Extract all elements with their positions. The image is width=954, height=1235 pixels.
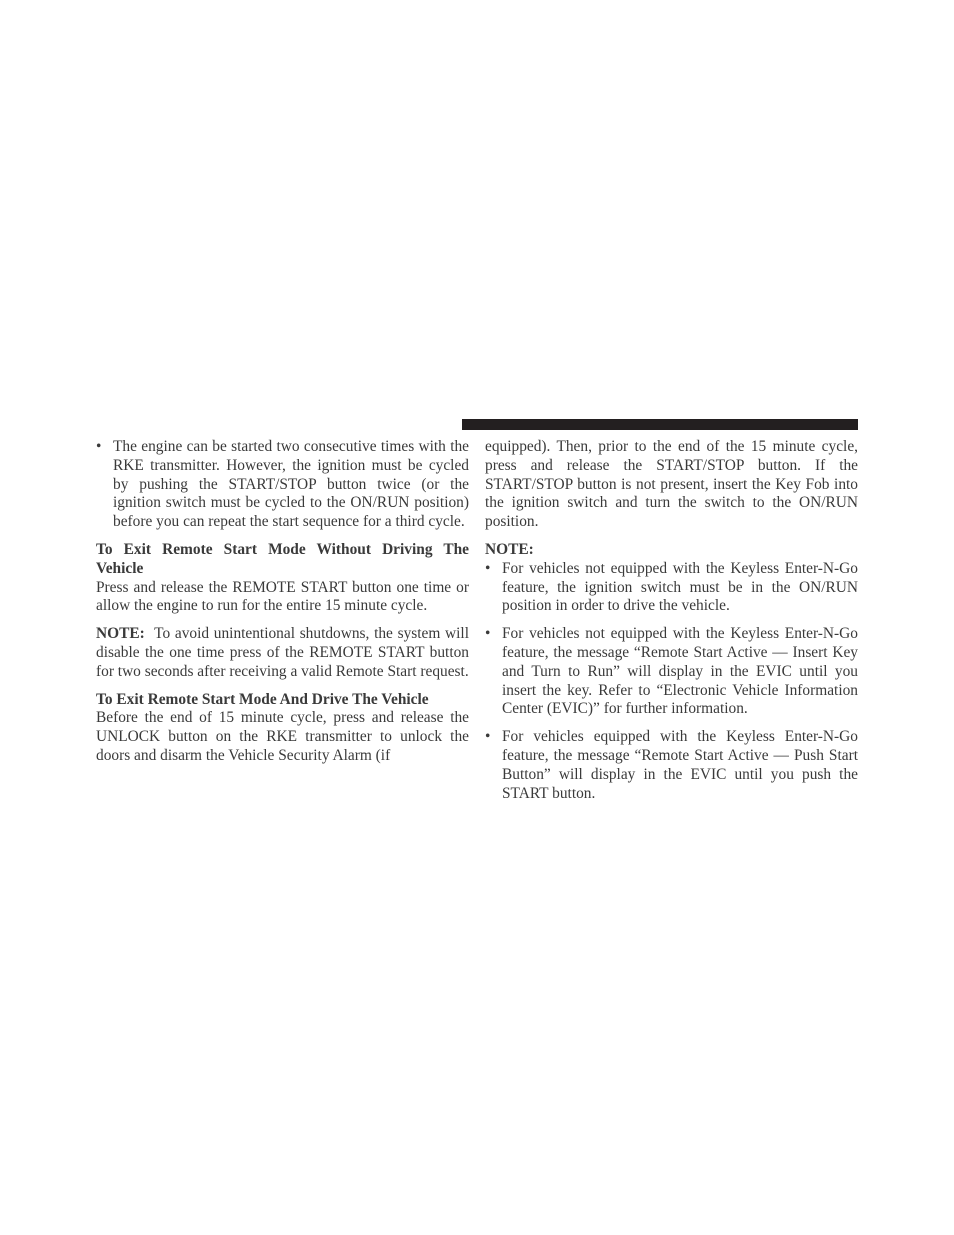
section-heading-exit-without-driving: To Exit Remote Start Mode Without Driving The Vehicle — [96, 540, 469, 577]
bullet-text: The engine can be started two consecutive times with the RKE transmitter. However, the ignition must be cycled by pushing the START/STOP button twice (or the ignition switch must be cycled to the ON/RUN position) before you can repeat the start sequence for a third cycle. — [113, 438, 469, 531]
bullet-text: For vehicles not equipped with the Keyless Enter-N-Go feature, the message “Remote Start Active — Insert Key and Turn to Run” will display in the EVIC until you insert the key. Refer to “Electronic Vehicle Information Center (EVIC)” for further information. — [502, 625, 858, 718]
bullet-glyph: • — [96, 438, 102, 455]
section-heading-exit-and-drive: To Exit Remote Start Mode And Drive The Vehicle — [96, 690, 429, 708]
note-heading: NOTE: — [485, 540, 534, 558]
right-column — [485, 438, 858, 803]
bullet-text: For vehicles equipped with the Keyless Enter-N-Go feature, the message “Remote Start Active — Push Start Button” will display in the EVIC until you push the START button. — [502, 728, 858, 802]
list-item — [485, 560, 858, 616]
list-item — [485, 728, 858, 803]
bullet-glyph: • — [485, 728, 491, 746]
list-item — [485, 625, 858, 719]
note-text: To avoid unintentional shutdowns, the system will disable the one time press of the REMOTE START button for two seconds after receiving a valid Remote Start request. — [96, 625, 469, 680]
paragraph-exit-without-driving: Press and release the REMOTE START button one time or allow the engine to run for the entire 15 minute cycle. — [96, 578, 469, 615]
note-paragraph — [96, 625, 469, 681]
list-item — [96, 438, 469, 532]
paragraph-exit-and-drive: Before the end of 15 minute cycle, press and release the UNLOCK button on the RKE transmitter to unlock the doors and disarm the Vehicle Security Alarm (if — [96, 709, 469, 764]
bullet-text: For vehicles not equipped with the Keyless Enter-N-Go feature, the ignition switch must be in the ON/RUN position in order to drive the vehicle. — [502, 559, 858, 615]
paragraph-continued: equipped). Then, prior to the end of the 15 minute cycle, press and release the START/STOP button. If the START/STOP button is not present, insert the Key Fob into the ignition switch and turn the switch to the ON/RUN position. — [485, 438, 858, 531]
left-column — [96, 438, 469, 766]
bullet-glyph: • — [485, 625, 491, 643]
note-label: NOTE: — [96, 625, 145, 643]
header-rule — [462, 419, 858, 430]
bullet-glyph: • — [485, 559, 491, 577]
